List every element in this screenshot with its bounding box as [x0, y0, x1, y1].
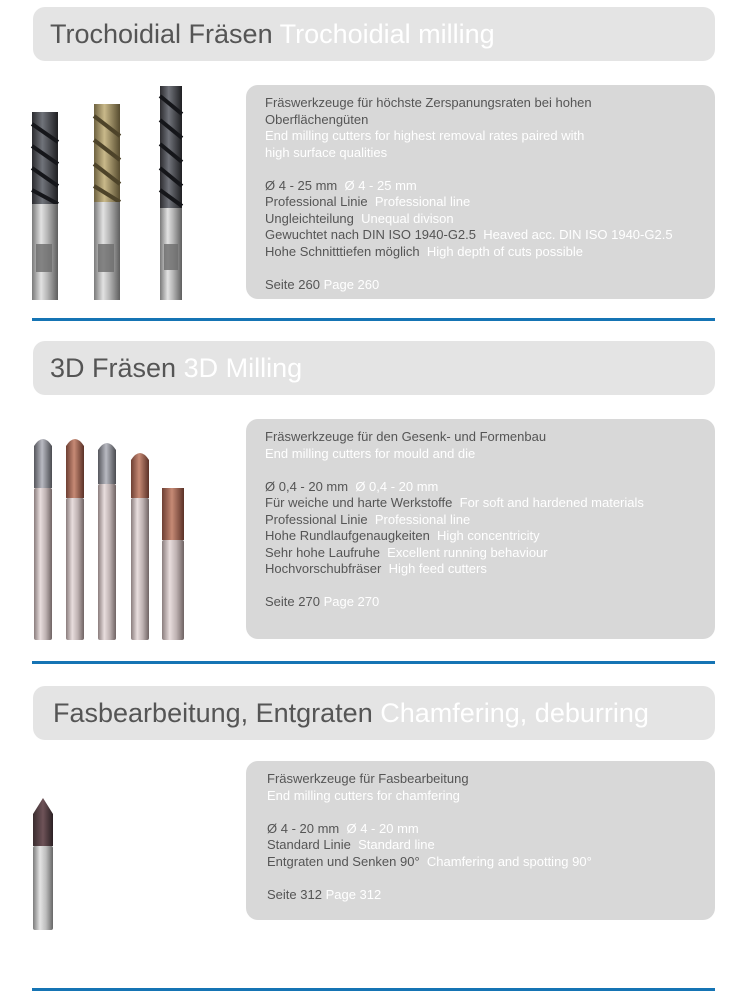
- section-title-de: Trochoidial Fräsen: [50, 19, 273, 49]
- section-divider: [32, 661, 715, 664]
- ball-nose-mills-image: [28, 432, 188, 644]
- feature-line: Entgraten und Senken 90° Chamfering and spotting 90°: [267, 853, 592, 869]
- intro-en-line: high surface qualities: [265, 144, 388, 160]
- section-title-de: 3D Fräsen: [50, 353, 177, 383]
- section-header-chamfering: [33, 686, 715, 740]
- end-mill-dark-short: [32, 112, 58, 300]
- ball-nose-tool: [66, 439, 84, 640]
- feature-line: Ungleichteilung Unequal divison: [265, 210, 454, 226]
- section-title-en: Trochoidial milling: [279, 19, 495, 49]
- chamfer-mill-image: [28, 796, 64, 934]
- intro-de-line: Fräswerkzeuge für höchste Zerspanungsraten bei hohen: [265, 95, 592, 110]
- page-reference: Seite 260 Page 260: [265, 276, 380, 292]
- feature-line: Hochvorschubfräser High feed cutters: [265, 561, 487, 576]
- feature-line: Für weiche und harte Werkstoffe For soft and hardened materials: [265, 495, 644, 510]
- intro-de-line: Oberflächengüten: [265, 111, 369, 127]
- page-reference: Seite 270 Page 270: [265, 594, 380, 609]
- info-card-chamfering: [246, 761, 715, 920]
- feature-line: Hohe Schnitttiefen möglich High depth of cuts possible: [265, 243, 583, 259]
- section-divider: [32, 988, 715, 991]
- ball-nose-tool: [131, 453, 149, 640]
- trochoidal-end-mills-image: [28, 84, 188, 304]
- intro-de-line: Fräswerkzeuge für Fasbearbeitung: [267, 771, 469, 786]
- section-header-3d-milling: [33, 341, 715, 395]
- feature-line: Sehr hohe Laufruhe Excellent running behaviour: [265, 544, 548, 560]
- feature-line: Ø 4 - 25 mm Ø 4 - 25 mm: [265, 177, 417, 193]
- info-card-trochoidal: [246, 85, 715, 299]
- feature-line: Ø 4 - 20 mm Ø 4 - 20 mm: [267, 820, 419, 836]
- feature-line: Ø 0,4 - 20 mm Ø 0,4 - 20 mm: [265, 478, 439, 494]
- feature-line: Gewuchtet nach DIN ISO 1940-G2.5 Heaved acc. DIN ISO 1940-G2.5: [265, 227, 673, 242]
- section-title-de: Fasbearbeitung, Entgraten: [53, 698, 373, 728]
- intro-en-line: End milling cutters for highest removal rates paired with: [265, 128, 585, 143]
- ball-nose-tool: [34, 439, 52, 640]
- ball-nose-tool: [98, 443, 116, 640]
- intro-en-line: End milling cutters for chamfering: [267, 787, 460, 803]
- section-title-en: Chamfering, deburring: [380, 698, 649, 728]
- section-divider: [32, 318, 715, 321]
- end-mill-gold: [94, 104, 120, 300]
- page-reference: Seite 312 Page 312: [267, 886, 382, 902]
- feature-line: Professional Linie Professional line: [265, 511, 471, 527]
- feature-line: Hohe Rundlaufgenaugkeiten High concentricity: [265, 528, 540, 543]
- high-feed-tool: [162, 488, 184, 640]
- section-header-trochoidal: [33, 7, 715, 61]
- info-card-3d-milling: [246, 419, 715, 639]
- end-mill-dark-long: [160, 86, 182, 300]
- feature-line: Professional Linie Professional line: [265, 194, 471, 209]
- intro-en-line: End milling cutters for mould and die: [265, 445, 476, 461]
- feature-line: Standard Linie Standard line: [267, 837, 435, 852]
- section-title-en: 3D Milling: [183, 353, 303, 383]
- intro-de-line: Fräswerkzeuge für den Gesenk- und Formenbau: [265, 429, 547, 444]
